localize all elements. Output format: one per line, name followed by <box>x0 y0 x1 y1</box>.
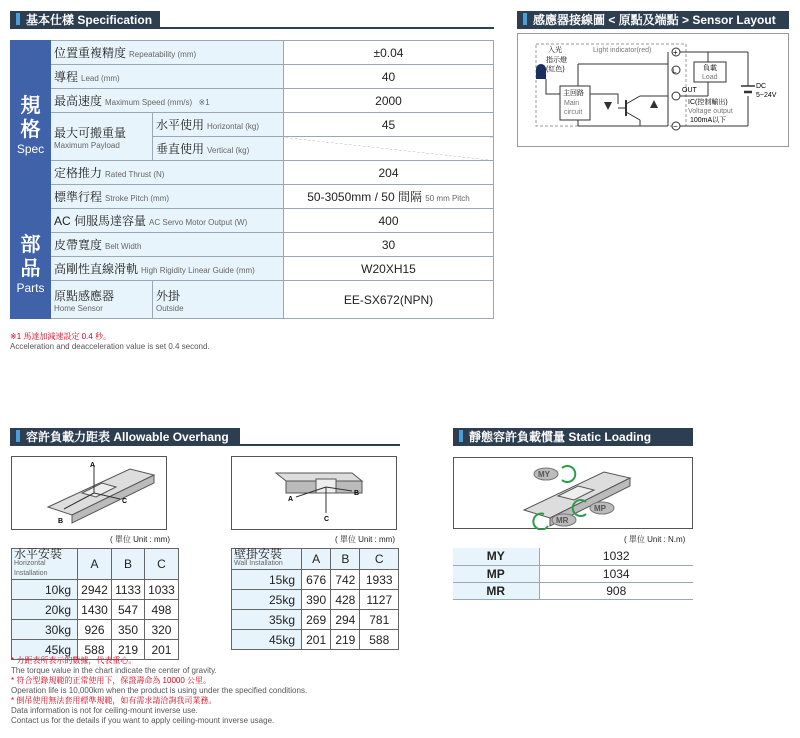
spec-row <box>11 185 494 209</box>
spec-row <box>11 89 494 113</box>
spec-label-en: Rated Thrust (N) <box>105 170 165 179</box>
moment-title-zh: 靜態容許負載慣量 <box>469 430 566 444</box>
footnote-mark: ※1 <box>198 98 210 107</box>
label-c: C <box>324 516 330 523</box>
main-circuit-zh: 主回路 <box>563 90 584 97</box>
spec-row <box>11 113 494 137</box>
spec-label <box>51 185 284 209</box>
note-line: Contact us for the details if you want to apply ceiling-mount inverse usage. <box>11 716 275 725</box>
column-header: C <box>360 549 399 570</box>
sensor-section-header <box>517 11 789 29</box>
row-load: 25kg <box>232 590 302 610</box>
dc-label: DC <box>756 83 767 90</box>
table-row <box>12 580 179 600</box>
horizontal-actuator-svg <box>12 457 168 531</box>
table-row <box>232 610 399 630</box>
row-load: 45kg <box>232 630 302 650</box>
spec-value: EE-SX672(NPN) <box>284 281 494 319</box>
note-line: Data information is not for ceiling-mount inverse use. <box>11 706 198 715</box>
spec-label-zh: AC 伺服馬達容量 <box>54 214 147 228</box>
spec-label-zh: 導程 <box>54 70 79 84</box>
cell: 390 <box>302 590 331 610</box>
cell: 547 <box>112 600 145 620</box>
table-header-row <box>12 549 179 580</box>
load-en: Load <box>702 74 718 81</box>
label-a: A <box>90 462 96 469</box>
spec-label-zh: 定格推力 <box>54 166 103 180</box>
my-rotation-icon <box>562 466 575 482</box>
spec-label-en: High Rigidity Linear Guide (mm) <box>141 266 255 275</box>
row-load: 45kg <box>12 640 78 660</box>
spec-label-zh: 位置重複精度 <box>54 46 127 60</box>
overhang-notes <box>11 656 307 726</box>
parts-group-label <box>11 209 51 319</box>
minus-label: − <box>673 122 678 131</box>
out-label: OUT <box>682 87 697 94</box>
ic-label: IC(控制輸出) <box>688 99 728 106</box>
spec-row <box>11 65 494 89</box>
moment-diagram <box>453 457 693 529</box>
spec-sublabel <box>153 281 284 319</box>
spec-footnote-zh: ※1 馬達加減速設定 0.4 秒。 <box>10 332 111 341</box>
cell: 350 <box>112 620 145 640</box>
spec-value: W20XH15 <box>284 257 494 281</box>
cell: 742 <box>331 570 360 590</box>
label-c: C <box>122 498 128 505</box>
column-header: A <box>78 549 112 580</box>
moment-value: 908 <box>539 582 693 599</box>
label-b: B <box>58 518 64 525</box>
spec-group-en: Spec <box>16 141 45 156</box>
cell: 219 <box>331 630 360 650</box>
spec-group-zh-1: 規 <box>20 94 41 117</box>
spec-value: 400 <box>284 209 494 233</box>
l-label: L <box>673 69 677 75</box>
head-en: Wall Installation <box>234 560 283 567</box>
moment-title-en: Static Loading Moment <box>459 430 652 462</box>
moment-actuator-svg <box>454 458 694 530</box>
note-line: * 倒吊使用無法套用標準規範，如有需求請洽詢我司業務。 <box>11 696 217 705</box>
cell: 320 <box>144 620 178 640</box>
diode-icon <box>604 102 612 110</box>
cell: 1127 <box>360 590 399 610</box>
light-label-zh3: (紅色) <box>546 66 565 73</box>
mr-label: MR <box>556 516 569 525</box>
spec-sublabel <box>153 137 284 161</box>
spec-label-zh: 高剛性直線滑軌 <box>54 262 139 276</box>
spec-value: 30 <box>284 233 494 257</box>
cell: 588 <box>78 640 112 660</box>
cell: 1133 <box>112 580 145 600</box>
load-zh: 負載 <box>703 65 717 72</box>
header-accent-bar <box>16 13 20 25</box>
table-row <box>232 570 399 590</box>
spec-header-rule <box>10 27 494 29</box>
cell: 201 <box>302 630 331 650</box>
header-accent-bar <box>523 13 527 25</box>
spec-value: 204 <box>284 161 494 185</box>
row-load: 20kg <box>12 600 78 620</box>
out-terminal-icon <box>672 92 680 100</box>
moment-key: MR <box>453 582 539 599</box>
light-label-en: Light indicator(red) <box>593 47 652 54</box>
table-row <box>453 582 693 599</box>
moment-table <box>453 548 693 600</box>
zener-diode-icon <box>650 100 658 108</box>
cell: 781 <box>360 610 399 630</box>
spec-label <box>51 209 284 233</box>
spec-label-en: AC Servo Motor Output (W) <box>149 218 248 227</box>
parts-group-zh-1: 部 <box>20 233 41 256</box>
spec-value: 40 <box>284 65 494 89</box>
spec-label-zh: 原點感應器 <box>54 288 115 303</box>
spec-label <box>51 113 153 161</box>
transistor-collector <box>626 96 640 104</box>
spec-sublabel-en: Horizontal (kg) <box>207 122 260 131</box>
horizontal-overhang-table <box>11 548 179 660</box>
spec-table <box>10 40 494 319</box>
spec-sublabel-en: Vertical (kg) <box>207 146 250 155</box>
cell: 219 <box>112 640 145 660</box>
voltage-label: Voltage output <box>688 108 733 115</box>
spec-row <box>11 161 494 185</box>
table-row <box>453 548 693 565</box>
sensor-wiring-svg <box>518 34 790 148</box>
wire <box>546 79 560 94</box>
moment-section-header <box>453 428 693 462</box>
spec-value: 2000 <box>284 89 494 113</box>
overhang-unit-left: ( 單位 Unit : mm) <box>110 535 170 544</box>
parts-group-en: Parts <box>16 280 45 295</box>
spec-label-en: Stroke Pitch (mm) <box>105 194 170 203</box>
cell: 1933 <box>360 570 399 590</box>
wall-overhang-diagram <box>231 456 397 530</box>
plus-label: + <box>673 48 678 57</box>
head-zh: 壁掛安裝 <box>234 547 283 561</box>
spec-sublabel <box>153 113 284 137</box>
cell: 269 <box>302 610 331 630</box>
table-row <box>12 600 179 620</box>
spec-value: ±0.04 <box>284 41 494 65</box>
current-label: 100mA以下 <box>690 117 727 124</box>
cell: 2942 <box>78 580 112 600</box>
spec-row <box>11 233 494 257</box>
cell: 1430 <box>78 600 112 620</box>
column-header: B <box>331 549 360 570</box>
spec-label-zh: 最高速度 <box>54 94 103 108</box>
column-header-installation <box>12 549 78 580</box>
sensor-diagram <box>517 33 789 147</box>
cell: 1033 <box>144 580 178 600</box>
overhang-header-rule <box>10 444 400 446</box>
spec-label-en: Maximum Payload <box>54 140 120 150</box>
light-label-zh: 入光 <box>548 47 562 54</box>
table-row <box>12 620 179 640</box>
moment-key: MP <box>453 565 539 582</box>
cell: 294 <box>331 610 360 630</box>
spec-label <box>51 233 284 257</box>
horizontal-overhang-diagram <box>11 456 167 530</box>
spec-label-zh: 標準行程 <box>54 190 103 204</box>
spec-label-zh: 最大可搬重量 <box>54 125 127 140</box>
table-header-row <box>232 549 399 570</box>
sensor-title: 感應器接線圖 < 原點及端點 > Sensor Layout <box>533 13 776 27</box>
spec-sublabel-zh: 垂直使用 <box>156 142 205 156</box>
table-row <box>453 565 693 582</box>
moment-key: MY <box>453 548 539 565</box>
led-icon <box>536 64 546 79</box>
spec-value-empty <box>284 137 494 161</box>
column-header: B <box>112 549 145 580</box>
head-en: Horizontal Installation <box>14 560 48 577</box>
spec-row <box>11 209 494 233</box>
table-row <box>232 630 399 650</box>
overhang-unit-right: ( 單位 Unit : mm) <box>335 535 395 544</box>
spec-footnote-en: Acceleration and deacceleration value is set 0.4 second. <box>10 342 210 351</box>
spec-label <box>51 41 284 65</box>
parts-group-zh-2: 品 <box>20 257 41 280</box>
spec-label-en: Lead (mm) <box>81 74 120 83</box>
spec-title-en: Specification <box>77 13 153 27</box>
label-a: A <box>288 496 294 503</box>
spec-row <box>11 257 494 281</box>
column-header-installation <box>232 549 302 570</box>
spec-label-en: Home Sensor <box>54 303 103 313</box>
cell: 926 <box>78 620 112 640</box>
moment-value: 1034 <box>539 565 693 582</box>
cell: 676 <box>302 570 331 590</box>
overhang-title-zh: 容許負載力距表 <box>26 430 111 444</box>
wall-overhang-table <box>231 548 399 650</box>
moment-value: 1032 <box>539 548 693 565</box>
cell: 428 <box>331 590 360 610</box>
row-load: 30kg <box>12 620 78 640</box>
main-circuit-en: Main <box>564 100 580 107</box>
row-load: 15kg <box>232 570 302 590</box>
note-line: * 力距表所表示的數據，代表重心。 <box>11 656 137 665</box>
overhang-title-en: Allowable Overhang <box>113 430 229 444</box>
cell: 498 <box>144 600 178 620</box>
cell: 588 <box>360 630 399 650</box>
row-load: 35kg <box>232 610 302 630</box>
header-accent-bar <box>459 430 463 442</box>
header-accent-bar <box>16 430 20 442</box>
column-header: A <box>302 549 331 570</box>
spec-value <box>284 185 494 209</box>
note-line: Operation life is 10,000km when the product is using under the specified conditions. <box>11 686 308 695</box>
note-line: The torque value in the chart indicate the center of gravity. <box>11 666 217 675</box>
spec-row <box>11 281 494 319</box>
transistor-emitter <box>626 112 640 120</box>
spec-row <box>11 41 494 65</box>
column-header: C <box>144 549 178 580</box>
spec-label-en: Belt Width <box>105 242 142 251</box>
moment-unit: ( 單位 Unit : N.m) <box>624 535 686 544</box>
spec-label <box>51 89 284 113</box>
spec-group-zh-2: 格 <box>20 118 41 141</box>
note-line: * 符合型錄規範的正常使用下，保證壽命為 10000 公里。 <box>11 676 212 685</box>
wall-actuator-svg <box>232 457 398 531</box>
spec-label-en: Maximum Speed (mm/s) <box>105 98 193 107</box>
main-circuit-en2: circuit <box>564 109 583 116</box>
spec-title-zh: 基本仕樣 <box>26 13 75 27</box>
spec-label <box>51 257 284 281</box>
cell: 201 <box>144 640 178 660</box>
spec-value-en: 50 mm Pitch <box>425 194 470 203</box>
spec-group-label <box>11 41 51 209</box>
row-load: 10kg <box>12 580 78 600</box>
table-row <box>232 590 399 610</box>
dc-voltage-label: 5~24V <box>756 92 777 99</box>
mp-label: MP <box>594 504 606 513</box>
spec-footnote <box>10 332 210 352</box>
spec-label-en: Repeatability (mm) <box>129 50 197 59</box>
spec-sublabel-zh: 水平使用 <box>156 118 205 132</box>
spec-label-zh: 皮帶寬度 <box>54 238 103 252</box>
my-label: MY <box>538 470 550 479</box>
head-zh: 水平安裝 <box>14 547 63 561</box>
light-label-zh2: 指示燈 <box>546 57 567 64</box>
spec-label <box>51 65 284 89</box>
wire <box>590 94 618 104</box>
label-b: B <box>354 490 360 497</box>
spec-label <box>51 161 284 185</box>
spec-label <box>51 281 153 319</box>
spec-sublabel-zh: 外掛 <box>156 288 181 303</box>
spec-sublabel-en: Outside <box>156 303 184 313</box>
spec-value: 45 <box>284 113 494 137</box>
spec-value-main: 50-3050mm / 50 間隔 <box>307 190 422 204</box>
